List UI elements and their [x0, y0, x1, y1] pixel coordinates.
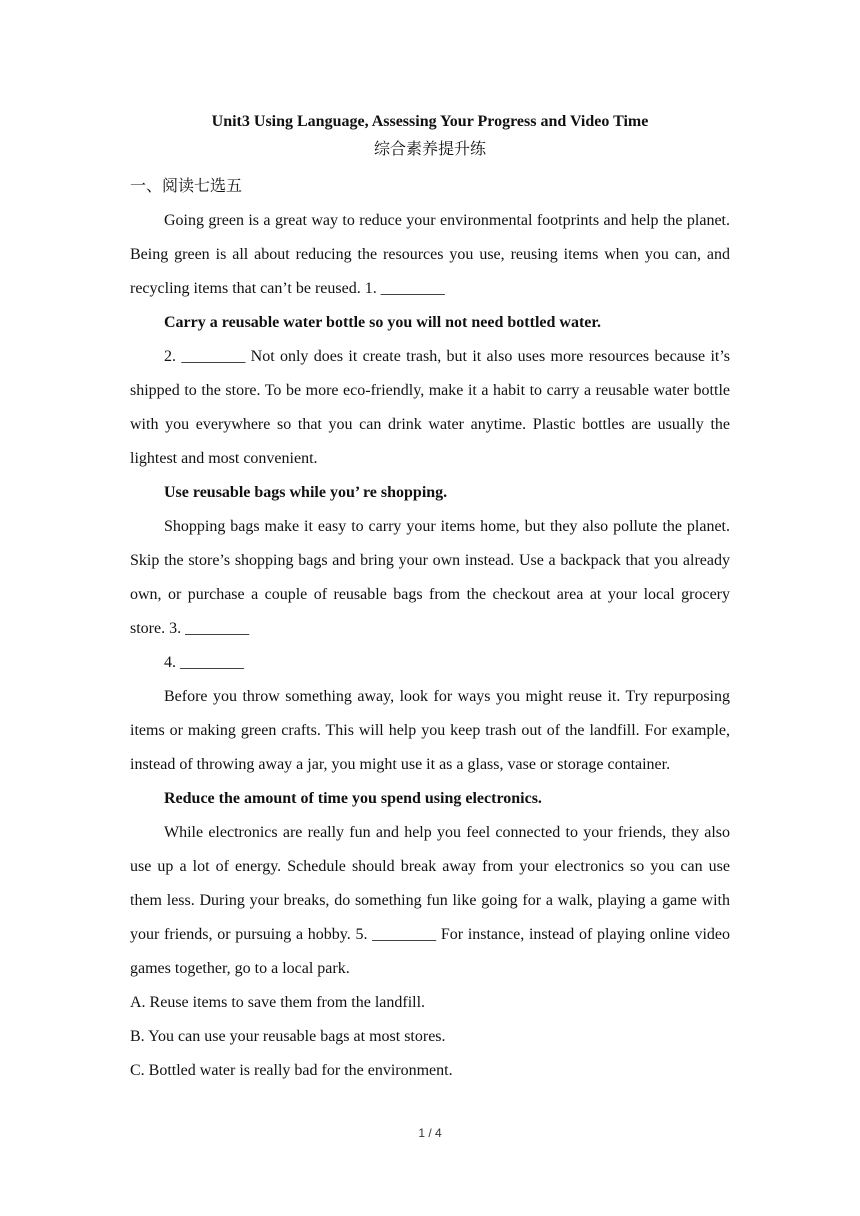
reusable-bags-paragraph: Shopping bags make it easy to carry your items home, but they also pollute the planet. Skip the store’s shopping bags and bring your own instead. Use a backpack that you already own, or purchase a couple of reusable bags from the checkout area at your local grocery store. 3. ________	[130, 518, 730, 637]
option-b: B. You can use your reusable bags at most stores.	[130, 1028, 446, 1045]
document-subtitle: 综合素养提升练	[373, 141, 486, 158]
blank-heading-4: 4. ________	[164, 654, 244, 671]
tip-heading-reusable-bags: Use reusable bags while you’ re shopping.	[164, 484, 448, 501]
option-a: A. Reuse items to save them from the landfill.	[130, 994, 426, 1011]
tip-heading-electronics: Reduce the amount of time you spend using electronics.	[164, 790, 542, 807]
water-bottle-paragraph: 2. ________ Not only does it create trash, but it also uses more resources because it’s shipped to the store. To be more eco-friendly, make it a habit to carry a reusable water bottle with you everywhere so that you can drink water anytime. Plastic bottles are usually the lightest and most convenient.	[130, 348, 730, 467]
document-title: Unit3 Using Language, Assessing Your Progress and Video Time	[211, 113, 649, 130]
page-number: 1 / 4	[418, 1126, 442, 1140]
section-heading: 一、阅读七选五	[130, 178, 243, 195]
document-content	[130, 108, 730, 1088]
electronics-paragraph: While electronics are really fun and help you feel connected to your friends, they also use up a lot of energy. Schedule should break away from your electronics so you can use them less. During your breaks, do something fun like going for a walk, playing a game with your friends, or pursuing a hobby. 5. ________ For instance, instead of playing online video games together, go to a local park.	[130, 824, 730, 977]
option-c: C. Bottled water is really bad for the environment.	[130, 1062, 453, 1079]
intro-paragraph: Going green is a great way to reduce your environmental footprints and help the planet. Being green is all about reducing the resources you use, reusing items when you can, and recycling items that can’t be reused. 1. ________	[130, 212, 730, 297]
reuse-paragraph: Before you throw something away, look for ways you might reuse it. Try repurposing items or making green crafts. This will help you keep trash out of the landfill. For example, instead of throwing away a jar, you might use it as a glass, vase or storage container.	[130, 688, 730, 773]
tip-heading-water-bottle: Carry a reusable water bottle so you will not need bottled water.	[164, 314, 601, 331]
